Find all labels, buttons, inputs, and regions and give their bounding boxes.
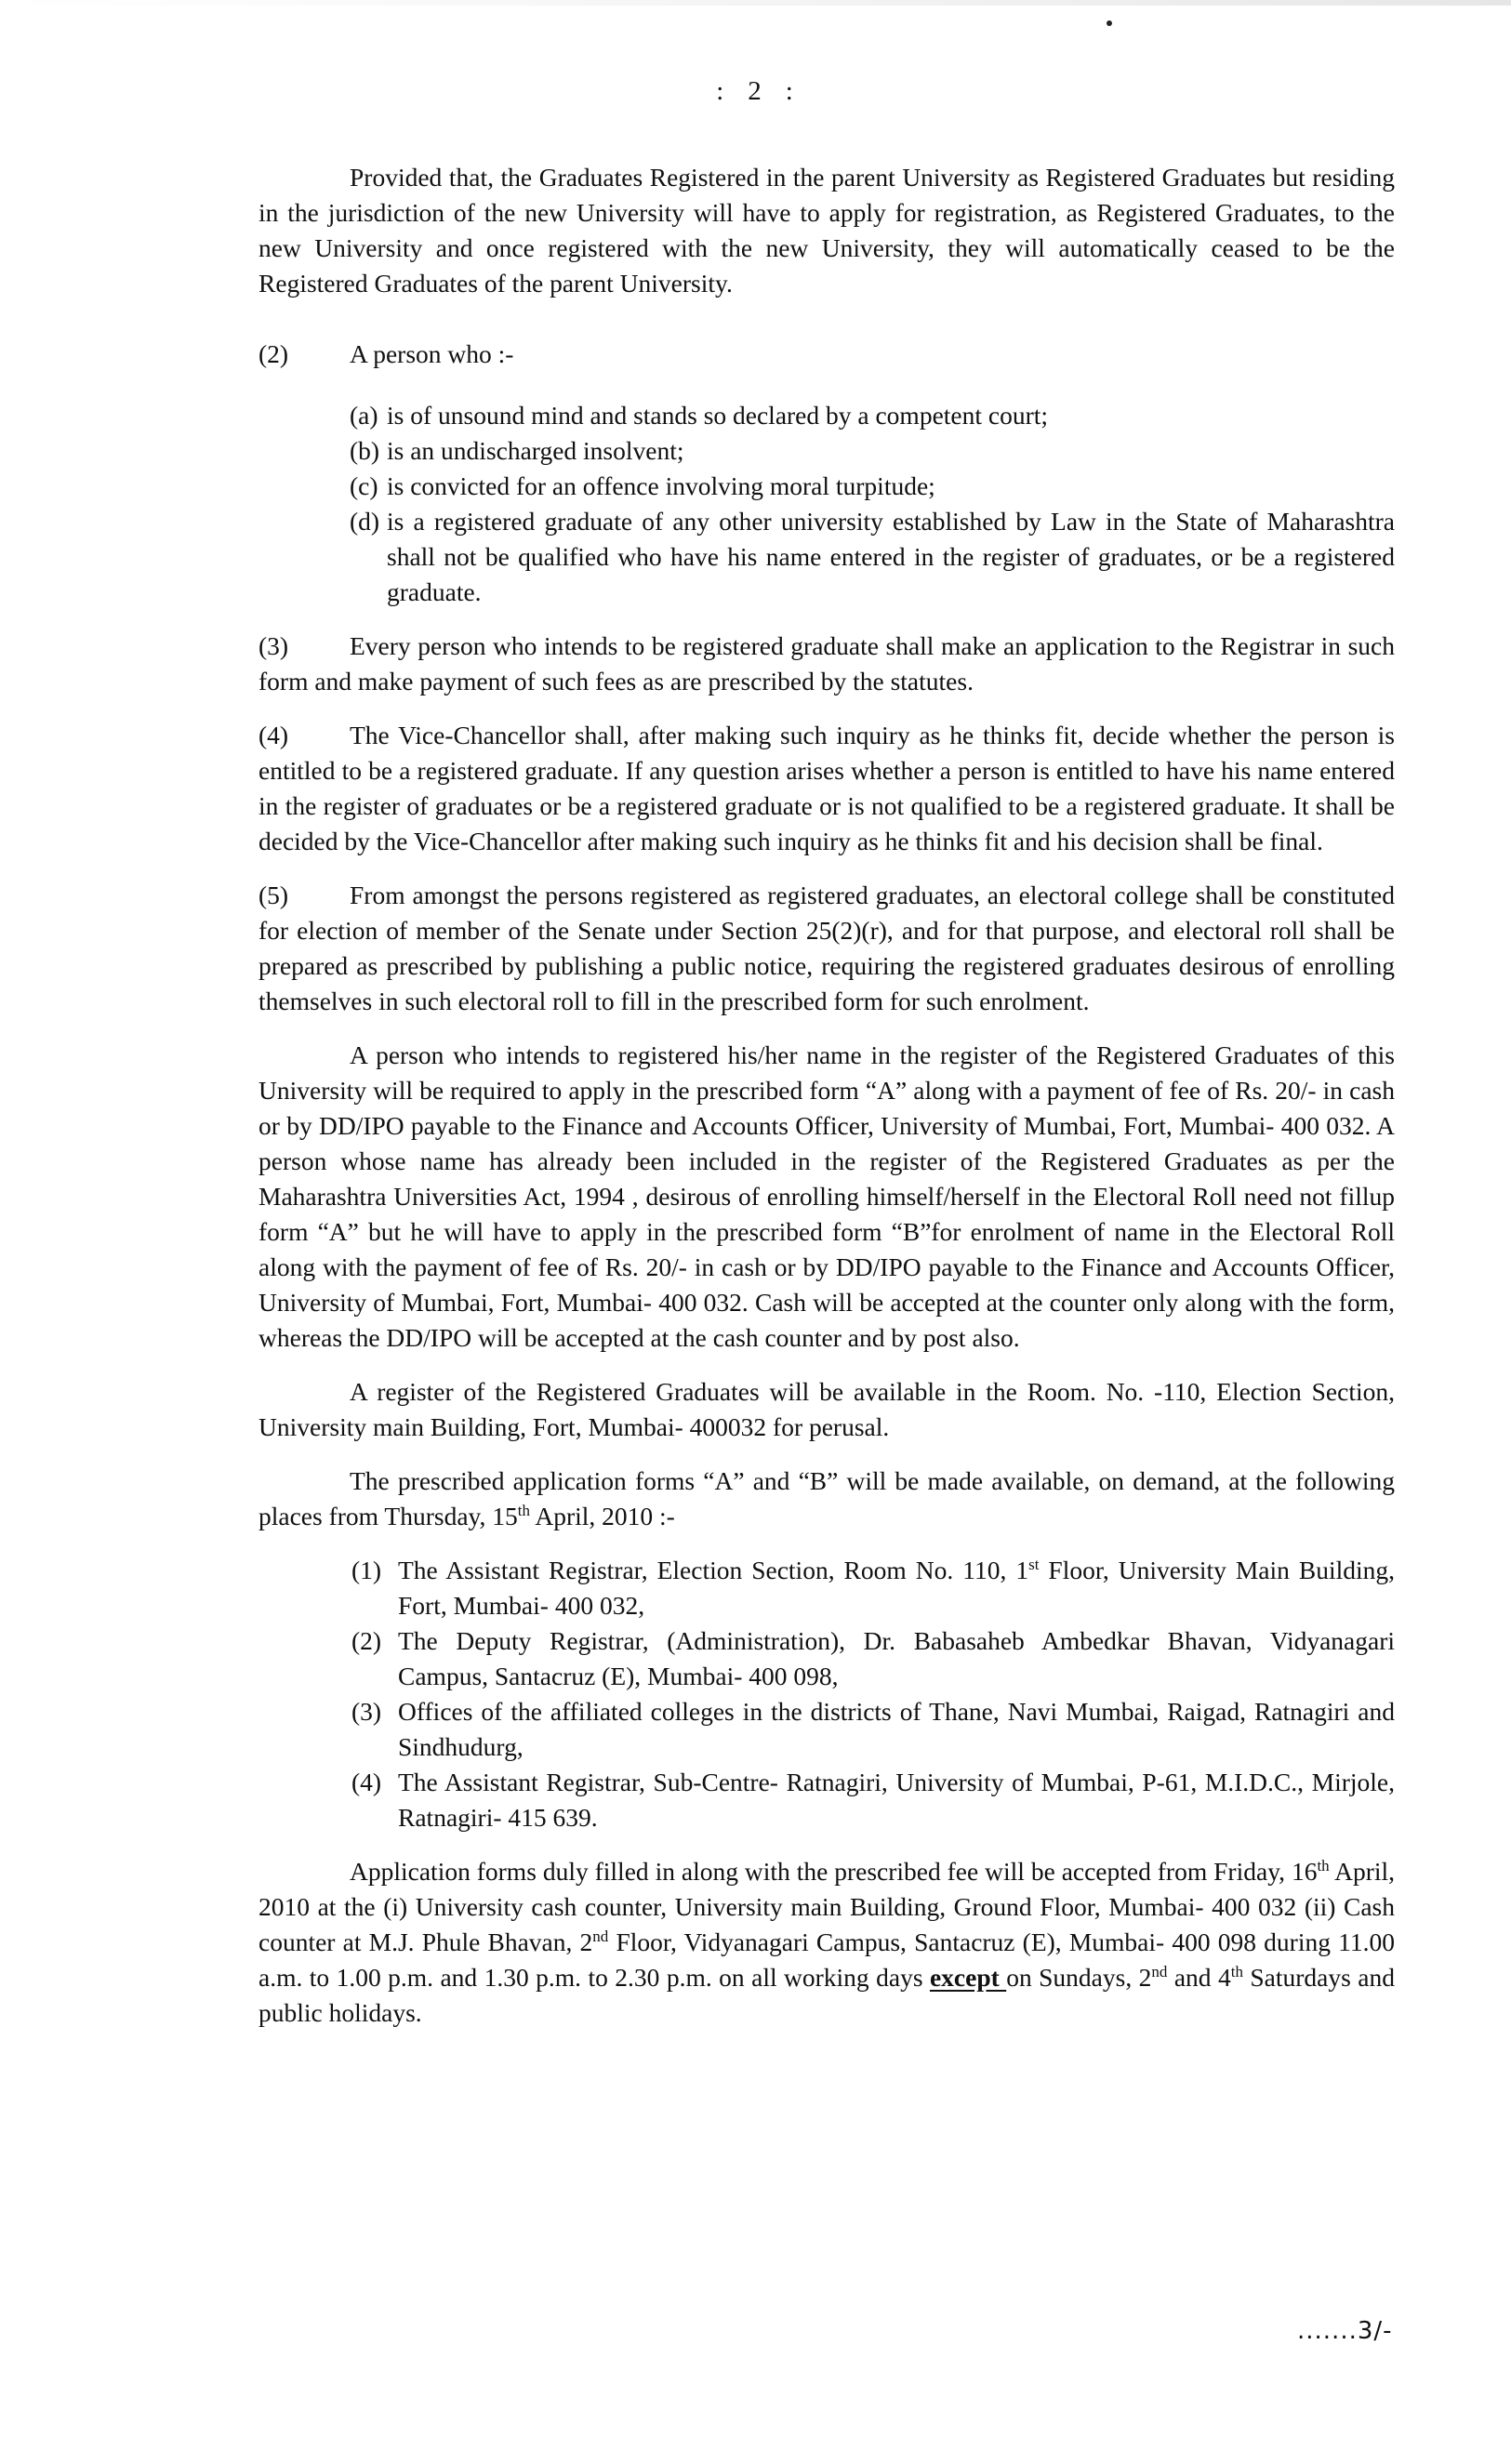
clause-4 xyxy=(258,718,1395,859)
register-availability-paragraph: A register of the Registered Graduates will be available in the Room. No. -110, Election Section, University main Building, Fort, Mumbai- 400032 for perusal. xyxy=(258,1377,1395,1441)
continuation-marker: .......3/- xyxy=(1297,2317,1393,2345)
list-item: (b) is an undischarged insolvent; xyxy=(350,436,684,465)
page-number-suffix: : xyxy=(785,76,795,106)
clause-label: (2) xyxy=(258,339,289,368)
acceptance-paragraph: Application forms duly filled in along with the prescribed fee will be accepted from Friday, 16th April, 2010 at the (i) University cash counter, University main Building, Ground Floor, Mumbai- 400 032 (ii) Cash counter at M.J. Phule Bhavan, 2nd Floor, Vidyanagari Campus, Santacruz (E), Mumbai- 400 098 during 11.00 a.m. to 1.00 p.m. and 1.30 p.m. to 2.30 p.m. on all working days except on Sundays, 2nd and 4th Saturdays and public holidays. xyxy=(258,1856,1396,2027)
page-number-prefix: : xyxy=(716,76,726,106)
list-item: (a) is of unsound mind and stands so declared by a competent court; xyxy=(350,401,1049,430)
forms-availability-paragraph: The prescribed application forms “A” and “B” will be made available, on demand, at the following places from Thursday, 15th April, 2010 :- xyxy=(258,1466,1395,1530)
clause-5 xyxy=(258,878,1395,1019)
clause-text: The Vice-Chancellor shall, after making such inquiry as he thinks fit, decide whether the person is entitled to be a registered graduate. If any question arises whether a person is entitled to have his name entered in the register of graduates or be a registered graduate or is not qualified to be a registered graduate. It shall be decided by the Vice-Chancellor after making such inquiry as he thinks fit and his decision shall be final. xyxy=(258,721,1395,855)
disqualification-list xyxy=(350,398,1395,610)
page-number xyxy=(0,76,1511,107)
registration-paragraph: A person who intends to registered his/her name in the register of the Registered Graduates of this University will be required to apply in the prescribed form “A” along with a payment of fee of Rs. 20/- in cash or by DD/IPO payable to the Finance and Accounts Officer, University of Mumbai, Fort, Mumbai- 400 032. A person whose name has already been included in the register of the Registered Graduates as per the Maharashtra Universities Act, 1994 , desirous of enrolling himself/herself in the Electoral Roll need not fillup form “A” but he will have to apply in the prescribed form “B”for enrolment of name in the Electoral Roll along with the payment of fee of Rs. 20/- in cash or by DD/IPO payable to the Finance and Accounts Officer, University of Mumbai, Fort, Mumbai- 400 032. Cash will be accepted at the counter only along with the form, whereas the DD/IPO will be accepted at the cash counter and by post also. xyxy=(258,1040,1395,1352)
clause-3 xyxy=(258,629,1395,699)
list-item: (3) Offices of the affiliated colleges in the districts of Thane, Navi Mumbai, Raigad, Ratnagiri and Sindhudurg, xyxy=(351,1697,1395,1761)
clause-heading: A person who :- xyxy=(350,339,514,368)
scan-edge xyxy=(0,0,1511,6)
clause-label: (5) xyxy=(258,881,289,909)
page-number-value: 2 xyxy=(748,76,763,106)
clause-label: (3) xyxy=(258,631,289,660)
list-item: (c) is convicted for an offence involving moral turpitude; xyxy=(350,471,935,500)
list-item: (2) The Deputy Registrar, (Administration), Dr. Babasaheb Ambedkar Bhavan, Vidyanagari Campus, Santacruz (E), Mumbai- 400 098, xyxy=(351,1626,1395,1690)
document-body xyxy=(258,160,1395,2031)
clause-text: From amongst the persons registered as registered graduates, an electoral college shall be constituted for election of member of the Senate under Section 25(2)(r), and for that purpose, and electoral roll shall be prepared as prescribed by publishing a public notice, requiring the registered graduates desirous of enrolling themselves in such electoral roll to fill in the prescribed form for such enrolment. xyxy=(258,881,1395,1015)
emphasis-except: except xyxy=(929,1963,1007,1992)
list-item: (1) The Assistant Registrar, Election Section, Room No. 110, 1st Floor, University Main Building, Fort, Mumbai- 400 032, xyxy=(351,1555,1395,1620)
scan-speck xyxy=(1107,20,1112,26)
clause-label: (4) xyxy=(258,721,289,749)
clause-text: Every person who intends to be registered graduate shall make an application to the Registrar in such form and make payment of such fees as are prescribed by the statutes. xyxy=(258,631,1395,695)
clause-2 xyxy=(258,337,1395,610)
list-item: (d) is a registered graduate of any other university established by Law in the State of Maharashtra shall not be qualified who have his name entered in the register of graduates, or be a registered graduate. xyxy=(350,507,1395,606)
list-item: (4) The Assistant Registrar, Sub-Centre- Ratnagiri, University of Mumbai, P-61, M.I.D.C., Mirjole, Ratnagiri- 415 639. xyxy=(351,1768,1395,1832)
intro-paragraph: Provided that, the Graduates Registered in the parent University as Registered Graduates but residing in the jurisdiction of the new University will have to apply for registration, as Registered Graduates, to the new University and once registered with the new University, they will automatically ceased to be the Registered Graduates of the parent University. xyxy=(258,163,1395,298)
places-list xyxy=(351,1553,1395,1835)
